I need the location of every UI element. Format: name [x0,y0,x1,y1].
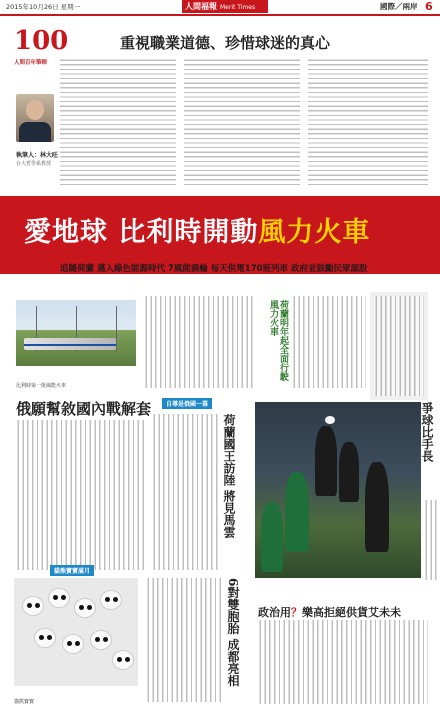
sidebar-column-box [370,292,428,400]
lead-text-col-2 [292,296,366,388]
twins-headline: 6對雙胞胎 成都亮相 [226,578,240,687]
editorial-text-col-1 [60,58,176,188]
author-title: 台大哲學系教授 [16,161,52,167]
logo-caption: 人間百年筆陣 [14,60,48,66]
label-self-declared: 自導是俄國一幕 [162,398,212,409]
player-green [285,472,309,552]
author-name: 執筆人：林大旺 [16,152,59,159]
editorial-text-col-2 [184,58,300,188]
author-suit [19,122,51,142]
lead-text-col-1 [144,296,254,388]
player-green [261,502,283,572]
russia-syria-text [16,420,146,570]
editorial-headline: 重視職業道德、珍惜球迷的真心 [120,34,331,52]
lego-text [258,620,428,704]
label-panda: 貓熊寶寶滿月 [50,565,94,576]
header-rule [0,14,440,16]
lego-headline [258,604,401,620]
wind-train-photo [16,300,136,366]
author-photo [16,94,54,142]
lego-headline-prefix: 政治用 [258,606,291,619]
logo-number: 100 [14,26,69,56]
train-caption-label: 比利時第一批風能火車 [16,383,67,389]
masthead-english: Merit Times [220,4,256,11]
section-name: 國際／兩岸 [380,2,418,11]
panda-cub [90,630,112,650]
editorial-text-col-3 [308,58,428,188]
player-black [315,426,337,496]
lego-headline-suffix: 樂高拒絕供貨艾未未 [302,606,401,619]
train-photo-caption [16,372,136,389]
author-face [26,100,44,120]
player-black [339,442,359,502]
page-header [0,0,440,14]
panda-cub [112,650,134,670]
panda-cub [62,634,84,654]
lead-subheadline: 追隨荷蘭 邁入綠色能源時代 7風能渦輪 每天供電170班列車 政府並鼓勵民眾認股 [60,264,368,274]
rugby-caption-text [424,500,438,580]
twins-text [146,578,224,702]
panda-cub [34,628,56,648]
catenary-pole [116,306,117,352]
holland-king-headline: 荷蘭國王訪陸 將見馬雲 [222,414,236,539]
issue-date: 2015年10月26日 星期一 [6,3,81,11]
panda-cub [48,588,70,608]
banner-title-highlight: 風力火車 [258,217,371,248]
banner-title [24,210,370,249]
panda-twins-photo [14,578,138,686]
lego-headline-question: ？ [291,606,302,619]
rugby-ball [325,416,335,424]
russia-syria-headline: 俄願幫敘國內戰解套 [16,400,152,418]
rugby-lineout-photo [255,402,421,578]
banner-title-main: 愛地球 比利時開動 [24,217,259,248]
train-stripe [24,344,116,346]
holland-king-text [152,414,220,570]
masthead-logo [182,0,268,13]
rugby-headline: 爭球比手長 [420,402,434,462]
lead-pull-quote: 荷蘭明年起全面行駛風力火車 [268,300,288,381]
panda-cub [100,590,122,610]
player-black [365,462,389,552]
masthead-title: 人間福報 [185,2,217,11]
panda-cub [74,598,96,618]
panda-cub [22,596,44,616]
page-number: 6 [425,0,433,13]
panda-caption-label: 貓熊寶寶 [14,699,35,705]
panda-photo-caption [14,688,138,705]
